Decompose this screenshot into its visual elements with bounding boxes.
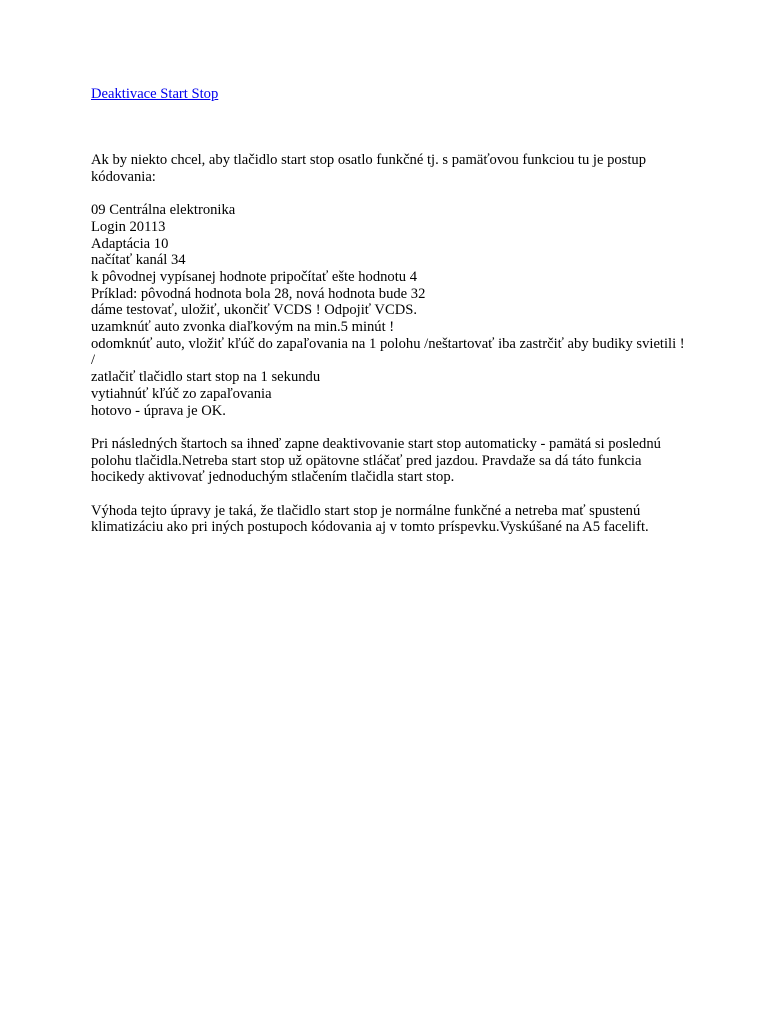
step-line: 09 Centrálna elektronika [91, 202, 236, 219]
step-line: Príklad: pôvodná hodnota bola 28, nová hodnota bude 32 [91, 285, 426, 302]
step-line: dáme testovať, uložiť, ukončiť VCDS ! Odpojiť VCDS. [91, 302, 417, 319]
result-paragraph: Pri následných štartoch sa ihneď zapne deaktivovanie start stop automaticky - pamätá si poslednú polohu tlačidla.Netreba start stop už opätovne stláčať pred jazdou. Pravdaže sa dá táto funkcia hocikedy aktivovať jednoduchým stlačením tlačidla start stop. [91, 435, 661, 486]
step-line: načítať kanál 34 [91, 252, 186, 269]
step-line: hotovo - úprava je OK. [91, 402, 226, 419]
step-line: uzamknúť auto zvonka diaľkovým na min.5 minút ! [91, 319, 395, 336]
step-line: Login 20113 [91, 218, 166, 235]
step-line: zatlačiť tlačidlo start stop na 1 sekundu [91, 369, 321, 386]
document-body [91, 152, 691, 553]
step-line: Adaptácia 10 [91, 235, 169, 252]
step-line: vytiahnúť kľúč zo zapaľovania [91, 385, 272, 402]
step-line: k pôvodnej vypísanej hodnote pripočítať ešte hodnotu 4 [91, 268, 418, 285]
title-link[interactable]: Deaktivace Start Stop [91, 86, 219, 102]
advantage-paragraph: Výhoda tejto úpravy je taká, že tlačidlo start stop je normálne funkčné a netreba mať spustenú klimatizáciu ako pri iných postupoch kódovania aj v tomto príspevku.Vyskúšané na A5 facelift. [91, 502, 649, 536]
steps-list [91, 202, 691, 419]
step-line: odomknúť auto, vložiť kľúč do zapaľovania na 1 polohu /neštartovať iba zastrčiť aby budiky svietili ! / [91, 335, 685, 369]
intro-paragraph: Ak by niekto chcel, aby tlačidlo start stop osatlo funkčné tj. s pamäťovou funkciou tu je postup kódovania: [91, 152, 647, 185]
